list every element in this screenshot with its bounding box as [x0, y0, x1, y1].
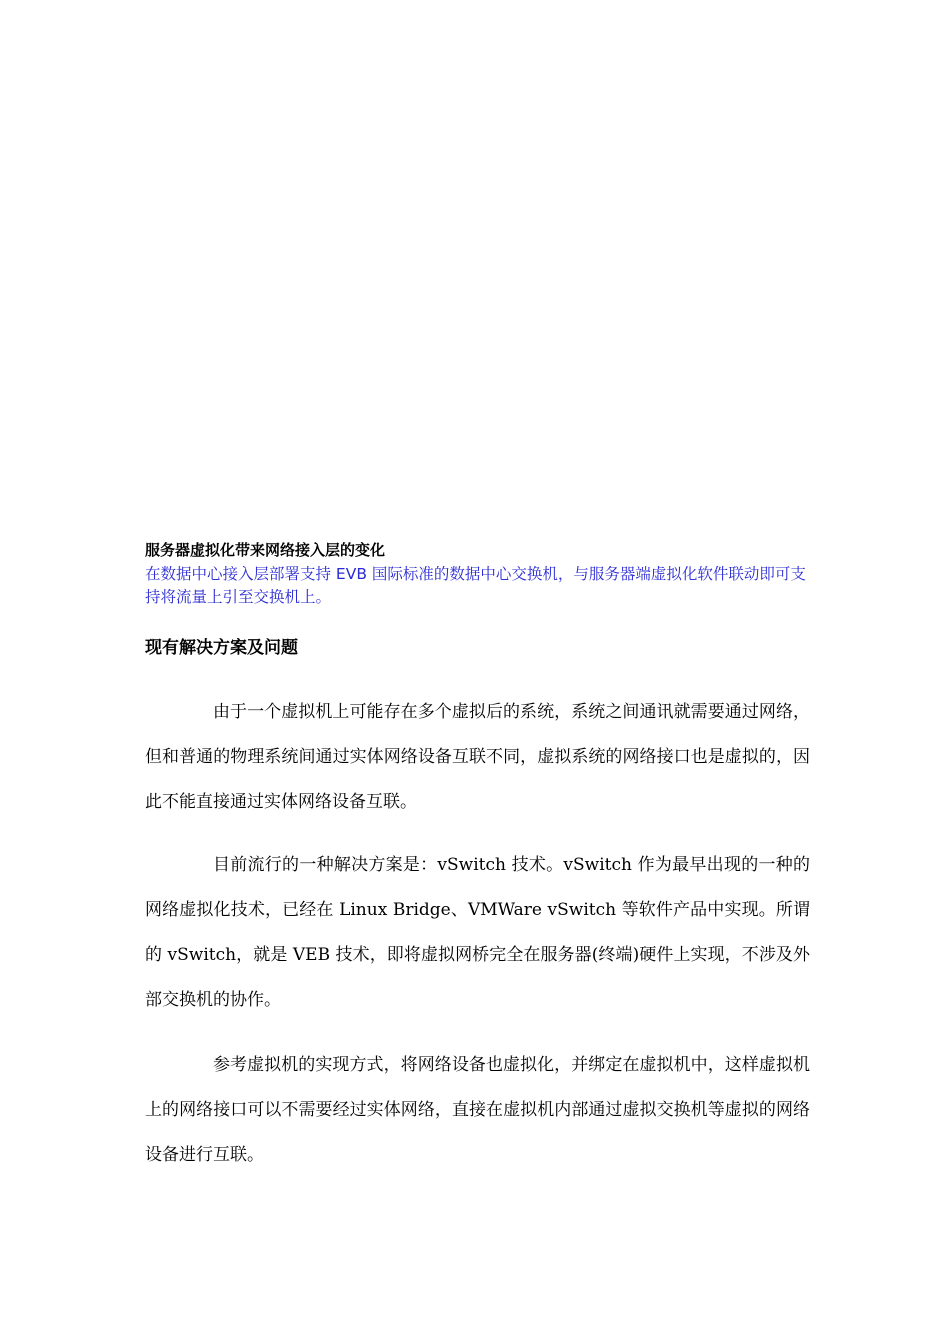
paragraph: 参考虚拟机的实现方式，将网络设备也虚拟化，并绑定在虚拟机中，这样虚拟机上的网络接口可以不需要经过实体网络，直接在虚拟机内部通过虚拟交换机等虚拟的网络设备进行互联。: [145, 1055, 810, 1165]
figure-caption-title: 服务器虚拟化带来网络接入层的变化: [145, 541, 386, 559]
paragraph: 由于一个虚拟机上可能存在多个虚拟后的系统，系统之间通讯就需要通过网络，但和普通的物理系统间通过实体网络设备互联不同，虚拟系统的网络接口也是虚拟的，因此不能直接通过实体网络设备互联。: [145, 702, 810, 812]
figure-caption-description: 在数据中心接入层部署支持 EVB 国际标准的数据中心交换机，与服务器端虚拟化软件联动即可支持将流量上引至交换机上。: [145, 565, 806, 606]
paragraph: 目前流行的一种解决方案是：vSwitch 技术。vSwitch 作为最早出现的一种的网络虚拟化技术，已经在 Linux Bridge、VMWare vSwitch 等软件产品中实现。所谓的 vSwitch，就是 VEB 技术，即将虚拟网桥完全在服务器(终端)硬件上实现，不涉及外部交换机的协作。: [145, 855, 810, 1010]
section-heading: 现有解决方案及问题: [145, 638, 298, 658]
